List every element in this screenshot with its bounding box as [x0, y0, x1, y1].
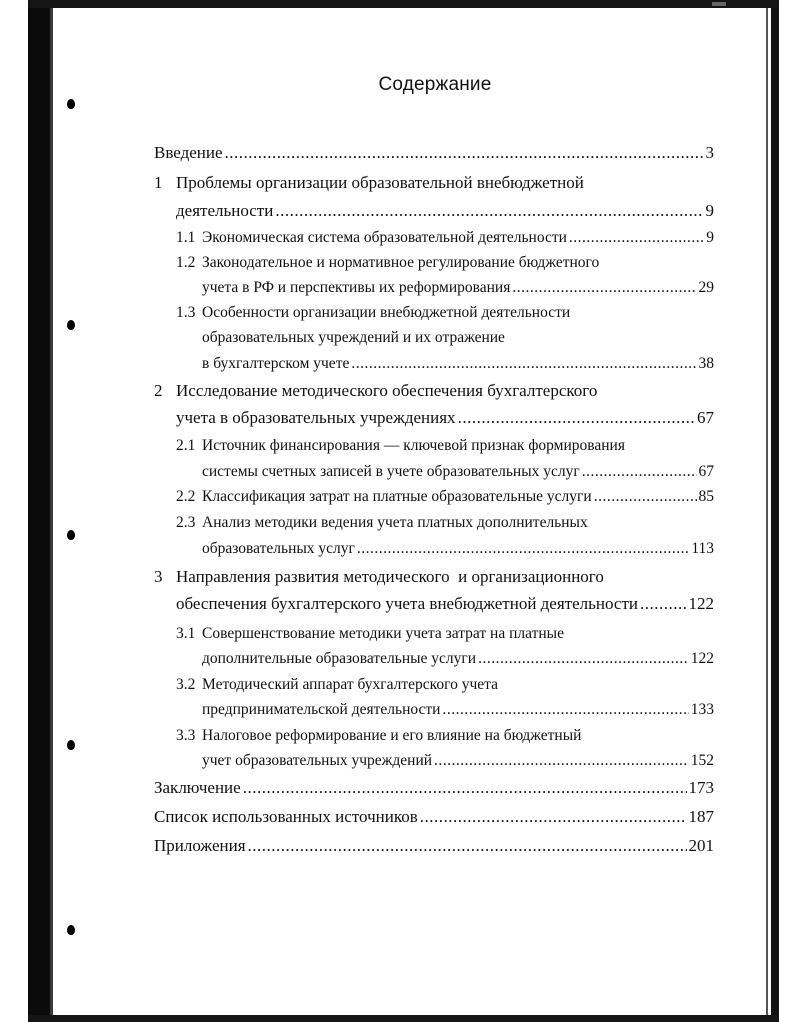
toc-entry-3-3 — [202, 751, 714, 771]
leader-dots — [569, 228, 704, 248]
toc-section-title: Налоговое реформирование и его влияние на бюджетный — [202, 727, 582, 744]
toc-page: 9 — [705, 201, 714, 220]
toc-page: 67 — [697, 408, 714, 427]
toc-page: 3 — [705, 143, 714, 162]
leader-dots — [351, 354, 696, 374]
leader-dots — [248, 836, 687, 856]
toc-page: 201 — [688, 836, 714, 855]
toc-page: 38 — [698, 355, 714, 372]
toc-label: Классификация затрат на платные образовательные услуги — [202, 488, 592, 505]
scan-border-bottom — [28, 1015, 779, 1022]
toc-label: Введение — [154, 143, 223, 162]
toc-label: в бухгалтерском учете — [202, 355, 350, 372]
toc-section-title: Совершенствование методики учета затрат на платные — [202, 625, 564, 642]
toc-entry-appendix — [154, 836, 714, 856]
leader-dots — [594, 487, 697, 507]
toc-section-number: 3.3 — [176, 727, 196, 744]
leader-dots — [434, 751, 689, 771]
toc-entry-intro — [154, 143, 714, 163]
toc-section-number: 3.2 — [176, 676, 196, 693]
toc-label: учета в РФ и перспективы их реформирования — [202, 279, 511, 296]
toc-entry-1-1 — [202, 228, 714, 248]
page-title: Содержание — [378, 74, 492, 95]
toc-chapter-number: 2 — [154, 381, 163, 400]
toc-label: обеспечения бухгалтерского учета внебюджетной деятельности — [176, 594, 638, 613]
toc-page: 9 — [706, 229, 714, 246]
toc-label: учета в образовательных учреждениях — [176, 408, 456, 427]
toc-section-number: 2.2 — [176, 488, 196, 505]
toc-entry-2-1 — [202, 462, 714, 482]
binder-hole-icon — [67, 740, 75, 750]
leader-dots — [420, 807, 687, 827]
toc-page: 67 — [698, 463, 714, 480]
toc-entry-3-2 — [202, 700, 714, 720]
scan-border-left — [28, 0, 50, 1022]
toc-entry-3-1 — [202, 649, 714, 669]
toc-entry-2-2 — [202, 487, 714, 507]
toc-section-title: Особенности организации внебюджетной деятельности — [202, 304, 571, 321]
toc-entry-1-2 — [202, 278, 714, 298]
leader-dots — [275, 201, 703, 221]
toc-label: деятельности — [176, 201, 274, 220]
leader-dots — [243, 778, 687, 798]
toc-chapter-number: 1 — [154, 173, 163, 192]
toc-chapter-number: 3 — [154, 567, 163, 586]
toc-label: дополнительные образовательные услуги — [202, 650, 477, 667]
toc-page: 122 — [690, 650, 714, 667]
toc-section-number: 1.2 — [176, 254, 196, 271]
toc-section-number: 1.1 — [176, 229, 196, 246]
toc-entry-sources — [154, 807, 714, 827]
toc-chapter-title: Исследование методического обеспечения бухгалтерского — [176, 381, 598, 400]
toc-chapter-title: Направления развития методического и организационного — [176, 567, 604, 586]
toc-label: Список использованных источников — [154, 807, 418, 826]
toc-section-title: Анализ методики ведения учета платных дополнительных — [202, 514, 588, 531]
toc-label: образовательных услуг — [202, 540, 355, 557]
toc-entry-1-3 — [202, 354, 714, 374]
scan-border-right — [771, 0, 779, 1022]
toc-label: предпринимательской деятельности — [202, 701, 441, 718]
toc-page: 152 — [690, 752, 714, 769]
toc-label: учет образовательных учреждений — [202, 752, 433, 769]
toc-page: 173 — [688, 778, 714, 797]
toc-entry-ch1 — [176, 201, 714, 221]
binder-hole-icon — [67, 99, 75, 109]
toc-section-number: 3.1 — [176, 625, 196, 642]
toc-label: Приложения — [154, 836, 246, 855]
toc-section-title: Законодательное и нормативное регулирование бюджетного — [202, 254, 600, 271]
toc-page: 187 — [688, 807, 714, 826]
leader-dots — [357, 539, 689, 559]
toc-chapter-title: Проблемы организации образовательной внебюджетной — [176, 173, 584, 192]
toc-label: Экономическая система образовательной деятельности — [202, 229, 567, 246]
toc-entry-2-3 — [202, 539, 714, 559]
binder-hole-icon — [67, 320, 75, 330]
toc-entry-conclusion — [154, 778, 714, 798]
leader-dots — [225, 143, 704, 163]
leader-dots — [458, 408, 695, 428]
scan-border-right-edge — [766, 0, 768, 1022]
binder-hole-icon — [67, 530, 75, 540]
toc-page: 133 — [690, 701, 714, 718]
scan-artifact — [712, 2, 726, 6]
toc-label: системы счетных записей в учете образовательных услуг — [202, 463, 580, 480]
toc-section-title: образовательных учреждений и их отражение — [202, 329, 505, 346]
leader-dots — [582, 462, 697, 482]
binder-hole-icon — [67, 925, 75, 935]
toc-entry-ch2 — [176, 408, 714, 428]
leader-dots — [442, 700, 688, 720]
toc-page: 29 — [698, 279, 714, 296]
toc-section-number: 1.3 — [176, 304, 196, 321]
toc-section-number: 2.3 — [176, 514, 196, 531]
leader-dots — [640, 594, 687, 614]
toc-page: 113 — [691, 540, 714, 557]
toc-entry-ch3 — [176, 594, 714, 614]
toc-section-title: Методический аппарат бухгалтерского учета — [202, 676, 499, 693]
leader-dots — [478, 649, 689, 669]
toc-label: Заключение — [154, 778, 241, 797]
toc-page: 85 — [698, 488, 714, 505]
leader-dots — [512, 278, 696, 298]
scan-border-top — [28, 0, 779, 8]
toc-section-number: 2.1 — [176, 437, 196, 454]
scan-border-left-edge — [50, 0, 53, 1022]
toc-page: 122 — [688, 594, 714, 613]
toc-section-title: Источник финансирования — ключевой признак формирования — [202, 437, 625, 454]
